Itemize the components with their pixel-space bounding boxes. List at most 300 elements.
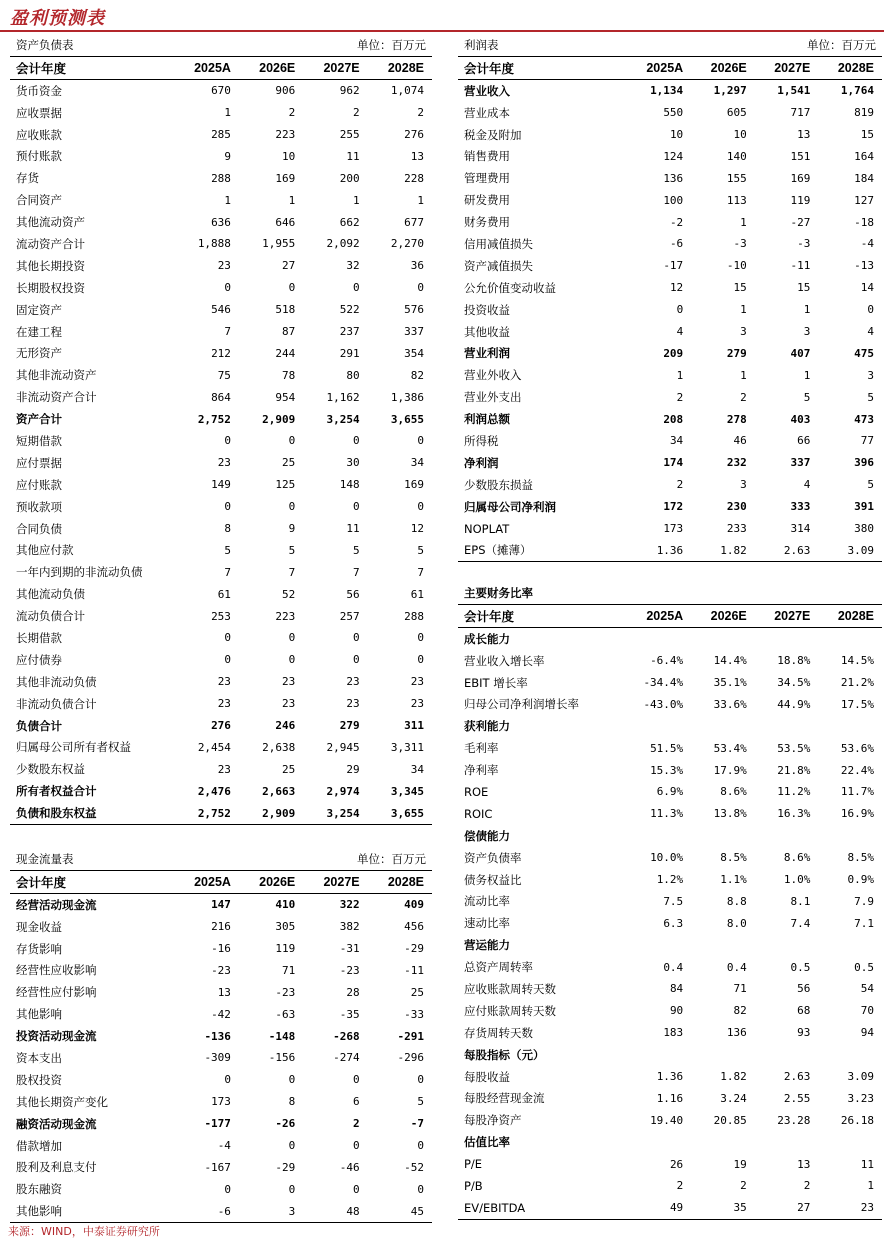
table-row — [458, 364, 882, 386]
cell-value: 10.0% — [650, 851, 684, 865]
table-row — [458, 145, 882, 167]
cell-value: 36 — [410, 259, 424, 273]
cell-value: 1 — [740, 215, 747, 229]
table-caption: 利润表 — [464, 37, 499, 52]
row-label: 应付账款周转天数 — [464, 1003, 556, 1018]
cell-value: 257 — [339, 609, 360, 623]
row-label: 负债和股东权益 — [10, 802, 175, 824]
cell-value: 10 — [669, 128, 684, 141]
section-row — [458, 934, 882, 956]
cell-value: -296 — [397, 1051, 424, 1065]
cell-value: 3.23 — [847, 1091, 874, 1105]
table-row — [458, 912, 882, 934]
cell-value: 2,974 — [326, 784, 360, 798]
cell-value: 119 — [275, 942, 296, 955]
row-label: 净利率 — [464, 763, 499, 778]
row-label: 归母公司净利润增长率 — [464, 697, 579, 712]
row-label: 其他非流动负债 — [16, 674, 97, 689]
cell-value: 3,345 — [390, 784, 424, 798]
cell-value: 2 — [417, 106, 424, 120]
cell-value: 13 — [797, 1157, 811, 1171]
cell-value: 0 — [288, 500, 296, 514]
table-unit: 单位：百万元 — [807, 37, 876, 52]
cell-value: 228 — [404, 171, 424, 185]
row-label: 所有者权益合计 — [16, 784, 97, 799]
cell-value: -26 — [275, 1117, 296, 1131]
cell-value: 52 — [282, 587, 296, 601]
cell-value — [755, 1044, 819, 1066]
cell-value: 164 — [854, 149, 874, 163]
cell-value: 212 — [211, 346, 231, 360]
cell-value: 82 — [410, 368, 424, 382]
cell-value: 0 — [288, 1073, 296, 1087]
cell-value: 0 — [288, 281, 296, 295]
row-label: 每股经营现金流 — [464, 1091, 545, 1106]
cell-value: 305 — [275, 920, 296, 934]
cell-value: 0 — [288, 1182, 296, 1196]
cell-value: -268 — [333, 1029, 360, 1043]
table-row — [10, 277, 432, 299]
cell-value: 0 — [224, 434, 231, 448]
cell-value: 53.4% — [713, 741, 747, 755]
table-row — [10, 539, 432, 561]
cell-value: 23 — [282, 697, 296, 711]
table-row — [458, 1109, 882, 1131]
row-label: 销售费用 — [464, 149, 510, 164]
cell-value — [755, 1131, 819, 1153]
table-row — [458, 102, 882, 124]
cell-value: 149 — [211, 478, 231, 492]
cell-value: 407 — [790, 346, 811, 360]
cell-value: 100 — [663, 193, 684, 207]
cell-value: 1,386 — [390, 390, 424, 404]
cell-value — [628, 825, 692, 847]
row-label: 固定资产 — [16, 302, 62, 317]
cell-value: 2,945 — [326, 740, 360, 754]
cell-value — [628, 934, 692, 956]
cell-value: 1,162 — [326, 390, 360, 404]
row-label: 营业外支出 — [464, 390, 522, 405]
section-row — [458, 825, 882, 847]
cell-value: 954 — [275, 390, 296, 404]
cell-value: 2.63 — [755, 539, 819, 561]
cell-value: 14.4% — [713, 654, 747, 668]
table-caption-row — [458, 34, 882, 56]
cell-value: -42 — [211, 1007, 231, 1021]
cell-value: 32 — [346, 259, 360, 273]
cell-value: 7 — [288, 565, 296, 579]
cell-value: 3,311 — [390, 740, 424, 754]
cell-value: 12 — [669, 281, 684, 295]
cell-value: 34 — [669, 434, 684, 448]
cell-value: -309 — [204, 1051, 231, 1065]
cell-value: -7 — [410, 1117, 424, 1131]
cell-value: 23 — [217, 675, 231, 689]
cell-value: 173 — [663, 522, 684, 536]
page-title: 盈利预测表 — [10, 8, 105, 29]
row-label: 应付账款 — [16, 477, 62, 492]
cell-value: 172 — [663, 500, 684, 514]
row-label: 存货周转天数 — [464, 1025, 533, 1040]
table-row — [10, 1091, 432, 1113]
table-row — [10, 430, 432, 452]
cell-value: 45 — [368, 1200, 432, 1222]
section-row — [458, 627, 882, 649]
row-label: 股东融资 — [16, 1182, 62, 1197]
cell-value: -177 — [204, 1117, 231, 1131]
row-label: 其他流动负债 — [16, 587, 85, 602]
table-row — [10, 1069, 432, 1091]
cell-value: 7 — [353, 565, 360, 579]
cell-value: 25 — [282, 762, 296, 776]
table-row — [10, 1003, 432, 1025]
table-row — [458, 408, 882, 430]
cell-value: 291 — [339, 346, 360, 360]
cell-value: 322 — [339, 898, 360, 912]
table-header-row — [10, 870, 432, 893]
column-header: 2028E — [368, 870, 432, 893]
cell-value: 576 — [404, 303, 424, 317]
table-caption-row — [10, 34, 432, 56]
table-row — [10, 233, 432, 255]
column-header: 2027E — [755, 56, 819, 79]
cell-value: 2 — [353, 106, 360, 120]
cell-value: 403 — [790, 412, 811, 426]
cell-value: 4 — [803, 478, 811, 492]
cell-value: 11 — [346, 149, 360, 163]
cell-value: 380 — [854, 522, 874, 536]
cell-value: 276 — [404, 128, 424, 141]
row-label: 长期股权投资 — [16, 280, 85, 295]
row-label: 其他长期投资 — [16, 258, 85, 273]
row-label: 合同负债 — [16, 521, 62, 536]
cell-value: 0 — [353, 500, 360, 514]
cell-value: 21.8% — [777, 763, 811, 777]
row-label: 资产负债率 — [464, 850, 522, 865]
cell-value: 2 — [353, 1117, 360, 1131]
cell-value: 311 — [404, 719, 424, 733]
table-row — [10, 959, 432, 981]
cell-value: 4 — [676, 325, 684, 339]
cell-value: 125 — [275, 478, 296, 492]
cell-value: 14 — [860, 281, 874, 295]
cell-value: 0 — [353, 631, 360, 645]
cell-value: 3 — [239, 1200, 303, 1222]
section-row — [458, 715, 882, 737]
table-row — [10, 124, 432, 146]
row-label: 毛利率 — [464, 741, 499, 756]
cell-value: 230 — [726, 500, 747, 514]
cell-value: -29 — [275, 1160, 296, 1174]
cell-value: 1 — [353, 193, 360, 207]
row-label: 其他收益 — [464, 324, 510, 339]
cell-value: 23 — [410, 697, 424, 711]
table-row — [10, 605, 432, 627]
cell-value: 3 — [740, 478, 747, 492]
cell-value: 223 — [275, 128, 296, 141]
table-row — [10, 561, 432, 583]
cell-value: 0 — [417, 1182, 424, 1196]
column-header: 会计年度 — [10, 870, 175, 893]
cell-value: 2 — [676, 390, 684, 404]
cell-value — [755, 934, 819, 956]
cell-value: 279 — [726, 346, 747, 360]
row-label: 存货影响 — [16, 941, 62, 956]
cell-value: 23 — [346, 697, 360, 711]
cell-value: 670 — [211, 84, 231, 98]
cell-value: 0 — [224, 1182, 231, 1196]
row-label: 偿债能力 — [464, 828, 510, 843]
cell-value: 155 — [726, 171, 747, 185]
table-row — [10, 496, 432, 518]
table-row — [458, 430, 882, 452]
cell-value: 354 — [404, 346, 424, 360]
cell-value: 15.3% — [650, 763, 684, 777]
cell-value: 148 — [339, 478, 360, 492]
table-row — [10, 737, 432, 759]
cell-value: 232 — [726, 456, 747, 470]
cell-value: 183 — [663, 1026, 684, 1040]
cell-value: 2 — [676, 478, 684, 492]
row-label: 信用减值损失 — [464, 236, 533, 251]
cell-value: 906 — [275, 84, 296, 98]
table-row — [458, 539, 882, 561]
cell-value: 1.2% — [656, 873, 684, 887]
cell-value: 2,663 — [262, 784, 296, 798]
cell-value: 10 — [282, 149, 296, 163]
row-label: 每股收益 — [464, 1069, 510, 1084]
cell-value: 314 — [790, 522, 811, 536]
table-row — [10, 474, 432, 496]
row-label: 营业收入 — [464, 83, 510, 98]
cell-value: 7 — [224, 565, 231, 579]
cell-value: 223 — [275, 609, 296, 623]
cell-value: -18 — [854, 215, 874, 229]
cell-value: -6 — [669, 237, 684, 251]
cell-value — [628, 715, 692, 737]
cell-value: 1,764 — [840, 84, 874, 98]
table-row — [10, 452, 432, 474]
cell-value: 8.0 — [726, 916, 747, 930]
cell-value: 1,297 — [713, 84, 747, 98]
cell-value: 11.3% — [650, 807, 684, 821]
cell-value: 1 — [803, 368, 811, 382]
cell-value: 56 — [346, 587, 360, 601]
cell-value: 288 — [404, 609, 424, 623]
cell-value: 70 — [860, 1004, 874, 1018]
row-label: 长期借款 — [16, 630, 62, 645]
cell-value: 68 — [797, 1004, 811, 1018]
table-caption: 现金流量表 — [16, 851, 74, 866]
cell-value: 136 — [663, 171, 684, 185]
cell-value: 35 — [691, 1197, 755, 1219]
cell-value: 0 — [288, 631, 296, 645]
table-caption-row — [458, 582, 882, 604]
row-label: 归属母公司所有者权益 — [16, 740, 131, 755]
cell-value: -13 — [854, 259, 874, 273]
cell-value — [691, 715, 755, 737]
cell-value: 200 — [339, 171, 360, 185]
cell-value: 1 — [867, 1179, 874, 1193]
row-label: 借款增加 — [16, 1138, 62, 1153]
column-header: 会计年度 — [458, 56, 628, 79]
cell-value: 17.5% — [840, 697, 874, 711]
cell-value: 662 — [339, 215, 360, 229]
cell-value: 456 — [404, 920, 424, 934]
cell-value: -148 — [268, 1029, 296, 1043]
cell-value: 23.28 — [777, 1113, 811, 1127]
table-row — [458, 803, 882, 825]
cell-value: 1,541 — [777, 84, 811, 98]
table-unit: 单位：百万元 — [357, 37, 426, 52]
table-header-row — [10, 56, 432, 79]
row-label: 其他影响 — [16, 1007, 62, 1022]
cell-value: 25 — [410, 985, 424, 999]
row-label: 其他非流动资产 — [16, 368, 97, 383]
cell-value: 77 — [860, 434, 874, 448]
row-label: 流动负债合计 — [16, 609, 85, 624]
table-row — [458, 1066, 882, 1088]
table-row — [458, 978, 882, 1000]
cell-value: 23 — [410, 675, 424, 689]
cell-value: 2,270 — [390, 237, 424, 251]
cell-value: 147 — [211, 898, 231, 912]
cell-value: 61 — [217, 587, 231, 601]
table-row — [458, 79, 882, 101]
table-row — [458, 1087, 882, 1109]
cell-value: 8 — [224, 522, 231, 536]
cell-value: 717 — [790, 106, 811, 120]
cell-value: 34 — [410, 456, 424, 470]
column-header: 2025A — [175, 56, 239, 79]
cell-value: 1.16 — [656, 1091, 684, 1105]
cell-value: 8.6% — [783, 851, 811, 865]
cell-value: -156 — [268, 1051, 296, 1065]
cell-value — [818, 715, 882, 737]
table-row — [458, 1000, 882, 1022]
ratios-table — [458, 582, 882, 1220]
cell-value: 26 — [669, 1157, 684, 1171]
table-row — [458, 650, 882, 672]
cell-value: 2 — [740, 390, 747, 404]
table-row — [10, 715, 432, 737]
cell-value: 3,254 — [326, 412, 360, 426]
cell-value: 2 — [803, 1179, 811, 1193]
cell-value: 17.9% — [713, 763, 747, 777]
cell-value: 0 — [417, 434, 424, 448]
row-label: 债务权益比 — [464, 872, 522, 887]
cell-value: 169 — [790, 171, 811, 185]
cell-value: 337 — [404, 325, 424, 339]
cell-value: 169 — [404, 478, 424, 492]
cell-value: 12 — [410, 522, 424, 536]
row-label: EPS（摊薄） — [458, 539, 628, 561]
table-row — [458, 1153, 882, 1175]
table-row — [458, 233, 882, 255]
cell-value: -11 — [790, 259, 811, 273]
cell-value: 550 — [663, 106, 684, 120]
cell-value: -3 — [797, 237, 811, 251]
cell-value — [818, 1131, 882, 1153]
row-label: 获利能力 — [464, 719, 510, 734]
table-row — [458, 737, 882, 759]
cell-value: 53.5% — [777, 741, 811, 755]
cell-value: 3,655 — [368, 802, 432, 824]
income-table — [458, 34, 882, 562]
row-label: EBIT 增长率 — [464, 675, 528, 690]
cell-value: 279 — [339, 719, 360, 733]
row-label: 股利及利息支付 — [16, 1160, 97, 1175]
row-label: 应付票据 — [16, 455, 62, 470]
cell-value: 391 — [854, 500, 874, 514]
row-label: P/B — [464, 1178, 483, 1193]
cell-value: 1,134 — [650, 84, 684, 98]
cell-value: 1.36 — [628, 539, 692, 561]
cell-value: 10 — [733, 128, 747, 141]
cell-value: 0 — [353, 1182, 360, 1196]
cell-value: 174 — [663, 456, 684, 470]
cell-value: 1.82 — [720, 1070, 747, 1084]
cell-value: 0 — [288, 653, 296, 667]
cell-value: -29 — [404, 942, 424, 955]
section-row — [458, 1044, 882, 1066]
row-label: 经营性应收影响 — [16, 963, 97, 978]
table-row — [458, 781, 882, 803]
column-header: 2027E — [303, 56, 367, 79]
column-header: 2025A — [175, 870, 239, 893]
cell-value: 9 — [224, 149, 231, 163]
column-header: 2028E — [368, 56, 432, 79]
balance-sheet-panel — [10, 34, 432, 825]
income-statement-panel — [458, 34, 882, 562]
row-label: EV/EBITDA — [458, 1197, 628, 1219]
title-bar — [0, 0, 884, 34]
table-row — [458, 496, 882, 518]
row-label: 资产减值损失 — [464, 258, 533, 273]
cell-value: 864 — [211, 390, 231, 404]
column-header: 2028E — [818, 604, 882, 627]
cell-value: 216 — [211, 920, 231, 934]
cell-value: 20.85 — [713, 1113, 747, 1127]
row-label: 营业收入增长率 — [464, 653, 545, 668]
cell-value: 44.9% — [777, 697, 811, 711]
cell-value: 16.3% — [777, 807, 811, 821]
cell-value: 5 — [417, 1095, 424, 1109]
cell-value: 127 — [854, 193, 874, 207]
cell-value: 71 — [282, 963, 296, 977]
column-header: 2026E — [691, 604, 755, 627]
cell-value: -46 — [339, 1160, 360, 1174]
row-label: 应收票据 — [16, 105, 62, 120]
table-row — [458, 693, 882, 715]
table-row — [10, 583, 432, 605]
cell-value: 30 — [346, 456, 360, 470]
cell-value: 0 — [288, 434, 296, 448]
cell-value: 13 — [797, 128, 811, 141]
cell-value: -23 — [339, 963, 360, 977]
cell-value: 15 — [733, 281, 747, 295]
cell-value: 23 — [217, 259, 231, 273]
cell-value: 2,909 — [239, 802, 303, 824]
cell-value: 1,888 — [197, 237, 231, 251]
cell-value: 3 — [803, 325, 811, 339]
cell-value: 5 — [288, 543, 296, 557]
cell-value: 208 — [663, 412, 684, 426]
cell-value: 66 — [797, 434, 811, 448]
cell-value: 636 — [211, 215, 231, 229]
cell-value: 7 — [224, 325, 231, 339]
column-header: 2027E — [755, 604, 819, 627]
